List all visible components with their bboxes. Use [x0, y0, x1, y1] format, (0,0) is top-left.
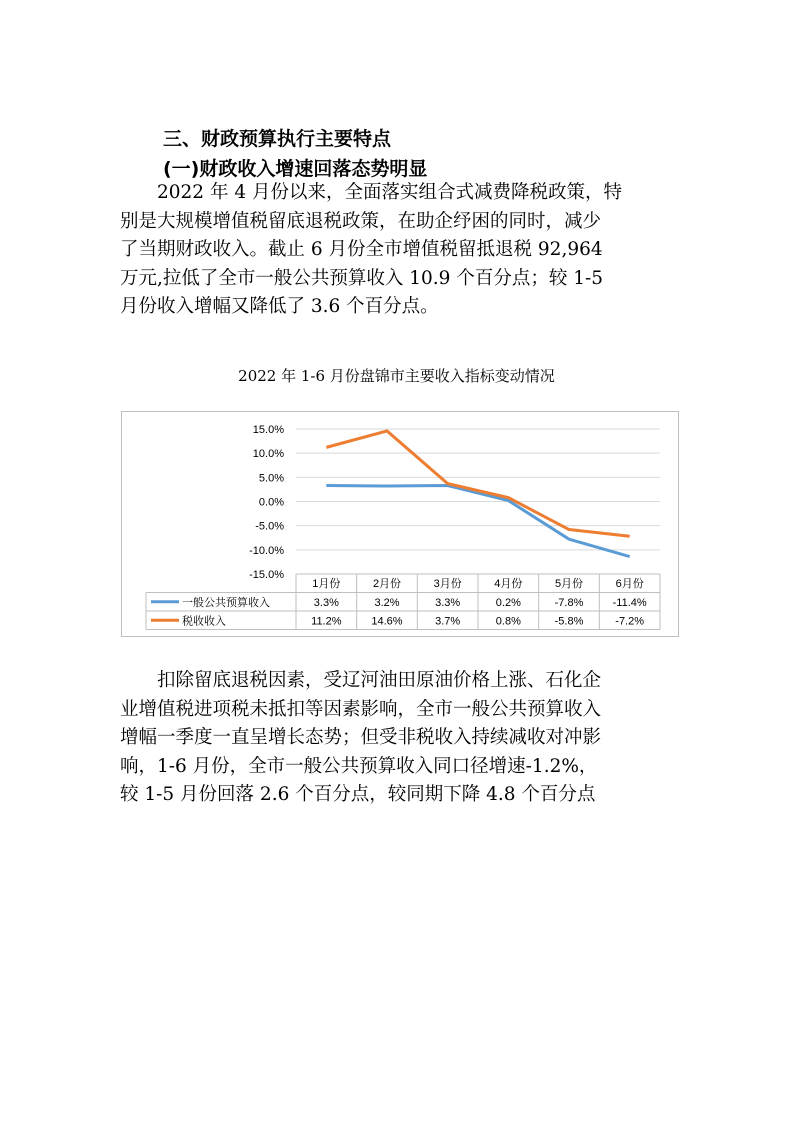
paragraph-line: 业增值税进项税未抵扣等因素影响，全市一般公共预算收入: [120, 698, 602, 720]
x-category-label: 1月份: [312, 578, 341, 590]
subsection-heading: (一)财政收入增速回落态势明显: [163, 158, 428, 180]
data-label: 14.6%: [371, 615, 403, 628]
data-label: 3.2%: [374, 596, 400, 609]
y-tick-label: 15.0%: [252, 424, 284, 436]
paragraph-2: [120, 667, 675, 810]
y-tick-label: -10.0%: [249, 544, 284, 557]
section-heading: 三、财政预算执行主要特点: [163, 128, 392, 150]
data-label: 0.2%: [495, 596, 521, 609]
data-label: -5.8%: [554, 615, 584, 628]
x-category-label: 6月份: [615, 578, 644, 590]
series-line-2: [326, 431, 629, 536]
data-label: -7.2%: [615, 615, 645, 628]
paragraph-line: 别是大规模增值税留底退税政策，在助企纾困的同时，减少: [120, 210, 602, 232]
paragraph-line: 较 1-5 月份回落 2.6 个百分点，较同期下降 4.8 个百分点: [120, 784, 596, 805]
y-tick-label: -15.0%: [249, 569, 284, 581]
data-label: 3.3%: [435, 596, 461, 609]
data-label: 11.2%: [311, 615, 342, 628]
chart-title: 2022 年 1-6 月份盘锦市主要收入指标变动情况: [238, 367, 555, 385]
y-tick-label: 5.0%: [258, 472, 284, 485]
paragraph-line: 月份收入增幅又降低了 3.6 个百分点。: [120, 296, 439, 317]
paragraph-line: 2022 年 4 月份以来，全面落实组合式减费降税政策，特: [120, 182, 622, 203]
data-label: -7.8%: [554, 596, 584, 609]
y-tick-label: -5.0%: [255, 520, 284, 533]
legend-label: 一般公共预算收入: [182, 596, 270, 609]
data-label: 3.7%: [435, 615, 461, 628]
data-label: 0.8%: [495, 615, 521, 628]
x-category-label: 2月份: [372, 578, 402, 590]
paragraph-1: [120, 179, 675, 322]
paragraph-line: 万元,拉低了全市一般公共预算收入 10.9 个百分点；较 1-5: [120, 267, 604, 289]
paragraph-line: 了当期财政收入。截止 6 月份全市增值税留抵退税 92,964: [120, 239, 603, 260]
legend-label: 税收收入: [182, 615, 226, 628]
paragraph-line: 增幅一季度一直呈增长态势；但受非税收入持续减收对冲影: [120, 727, 602, 748]
data-label: 3.3%: [313, 596, 339, 609]
paragraph-line: 扣除留底退税因素，受辽河油田原油价格上涨、石化企: [120, 670, 602, 691]
series-line-1: [326, 486, 629, 557]
y-tick-label: 0.0%: [258, 496, 284, 509]
x-category-label: 4月份: [494, 578, 523, 590]
x-category-label: 3月份: [433, 578, 462, 590]
y-tick-label: 10.0%: [252, 448, 284, 461]
line-chart: [121, 411, 679, 637]
x-category-label: 5月份: [554, 578, 584, 590]
paragraph-line: 响，1-6 月份，全市一般公共预算收入同口径增速-1.2%，: [120, 755, 598, 777]
data-label: -11.4%: [612, 596, 647, 609]
